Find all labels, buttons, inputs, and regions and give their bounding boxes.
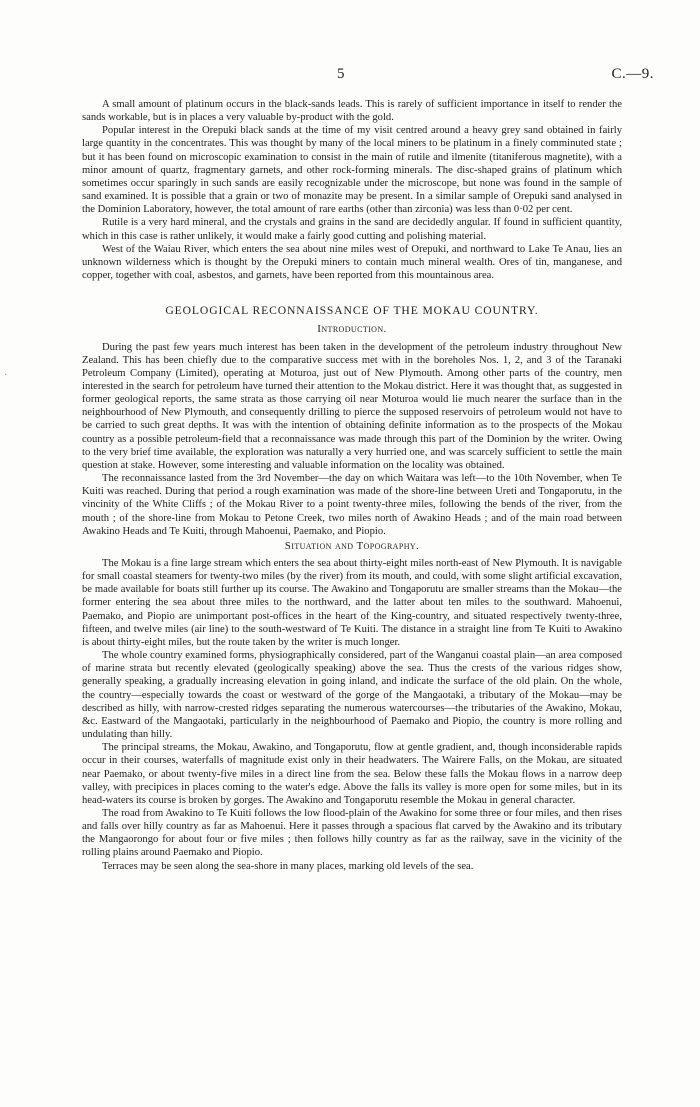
section-heading-situation: Situation and Topography. (284, 539, 420, 552)
paragraph: The road from Awakino to Te Kuiti follows the low flood-plain of the Awakino for some three or four miles, and then rises and falls over hilly country as far as Mahoenui. Here it passes through a spacious flat carved by the Awakino and its tributary the Mangaorongo for about four or five miles ; then follows hilly country as far as the railway, save in the vicinity of the rolling plains around Paemako and Piopio. (82, 807, 622, 859)
paragraph: Popular interest in the Orepuki black sands at the time of my visit centred around a heavy grey sand obtained in fairly large quantity in the concentrates. This was thought by many of the local miners to be platinum in a finely comminuted state ; but it has been found on microscopic examination to consist in the main of rutile and ilmenite (titaniferous magnetite), with a minor amount of quartz, fragmentary garnets, and other rock-forming minerals. The disc-shaped grains of platinum which sometimes occur sparingly in such sands are easily recognizable under the microscope, but none was found in the sample of sand examined. It is possible that a grain or two of monazite may be present. In a similar sample of Orepuki sand analysed in the Dominion Laboratory, however, the total amount of rare earths (other than zirconia) was less than 0·02 per cent. (82, 125, 622, 216)
paragraph: A small amount of platinum occurs in the black-sands leads. This is rarely of sufficient importance in itself to render the sands workable, but is in places a very valuable by-product with the gold. (82, 99, 622, 124)
paragraph: The Mokau is a fine large stream which enters the sea about thirty-eight miles north-east of New Plymouth. It is navigable for small coastal steamers for twenty-two miles (by the river) from its mouth, and could, with some slight artificial excavation, be made available for boats still further up its course. The Awakino and Tongaporutu are smaller streams than the Mokau—the former entering the sea about three miles to the northward, and the latter about ten miles to the southward. Mahoenui, Paemako, and Piopio are unimportant post-offices in the heart of the King-country, and situated respectively twenty-three, fifteen, and twelve miles (air line) to the south-westward of Te Kuiti. The distance in a straight line from Te Kuiti to Awakino is about thirty-eight miles, but the route taken by the writer is much longer. (82, 558, 622, 648)
paragraph: Terraces may be seen along the sea-shore in many places, marking old levels of the sea. (102, 860, 474, 872)
document-reference: C.—9. (611, 66, 654, 82)
page-header (0, 66, 700, 86)
paragraph: West of the Waiau River, which enters the sea about nine miles west of Orepuki, and northward to Lake Te Anau, lies an unknown wilderness which is thought by the Orepuki miners to contain much mineral wealth. Ores of tin, manganese, and copper, together with coal, asbestos, and garnets, have been reported from this mountainous area. (82, 243, 622, 282)
paragraph: The whole country examined forms, physiographically considered, part of the Wanganui coastal plain—an area composed of marine strata but recently elevated (geologically speaking) above the sea. Thus the crests of the various ridges show, generally speaking, a gradually increasing elevation in going inland, and indicate the surface of the old plain. On the whole, the country—especially towards the coast or westward of the gorge of the Mangaotaki, a tributary of the Mokau—may be described as hilly, with narrow-crested ridges separating the numerous watercourses—the tributaries of the Awakino, Mokau, &c. Eastward of the Mangaotaki, particularly in the neighbourhood of Paemako and Piopio, the country is more rolling and undulating than hilly. (82, 650, 622, 741)
page-body (82, 98, 622, 873)
section-heading-introduction: Introduction. (317, 323, 387, 336)
paragraph: During the past few years much interest has been taken in the development of the petroleum industry throughout New Zealand. This has been chiefly due to the comparative success met with in the boreholes Nos. 1, 2, and 3 of the Taranaki Petroleum Company (Limited), operating at Moturoa, just out of New Plymouth. Among other parts of the country, men interested in the search for petroleum have turned their attention to the Mokau district. Here it was thought that, as suggested in former geological reports, the same strata as those carrying oil near Moturoa would lie much nearer the surface than in the neighbourhood of New Plymouth, and consequently drilling to pierce the supposed reservoirs of petroleum would not have to be carried to such great depths. It was with the intention of obtaining definite information as to the prospects of the Mokau country as a possible petroleum-field that a reconnaissance was made through this part of the Dominion by the writer. Owing to the very brief time available, the exploration was naturally a very hurried one, and was scarcely sufficient to settle the main question at stake. However, some interesting and valuable information on the locality was obtained. (82, 341, 622, 471)
paragraph: The principal streams, the Mokau, Awakino, and Tongaporutu, flow at gentle gradient, and, though inconsiderable rapids occur in their courses, waterfalls of magnitude exist only in their headwaters. The Wairere Falls, on the Mokau, are situated near Paemako, or about twenty-five miles in a direct line from the sea. Below these falls the Mokau flows in a narrow deep valley, with precipices in places coming to the water's edge. Above the falls its valley is more open for some miles, but in its head-waters its course is broken by gorges. The Awakino and Tongaporutu resemble the Mokau in general character. (82, 742, 622, 806)
article-title: GEOLOGICAL RECONNAISSANCE OF THE MOKAU COUNTRY. (165, 304, 539, 318)
paragraph: Rutile is a very hard mineral, and the crystals and grains in the sand are decidedly angular. If found in sufficient quantity, which in this case is rather unlikely, it would make a fairly good cutting and polishing material. (82, 217, 622, 242)
margin-mark: · (4, 370, 8, 381)
page-number: 5 (337, 66, 345, 82)
paragraph: The reconnaissance lasted from the 3rd November—the day on which Waitara was left—to the 10th November, when Te Kuiti was reached. During that period a rough examination was made of the shore-line between Ureti and Tongaporutu, in the vincinity of the White Cliffs ; of the Mokau River to a point twenty-three miles, following the bends of the river, from the mouth ; of the shore-line from Mokau to Petone Creek, two miles north of Awakino Heads ; and of the main road between Awakino Heads and Te Kuiti, through Mahoenui, Paemako, and Piopio. (82, 473, 622, 537)
